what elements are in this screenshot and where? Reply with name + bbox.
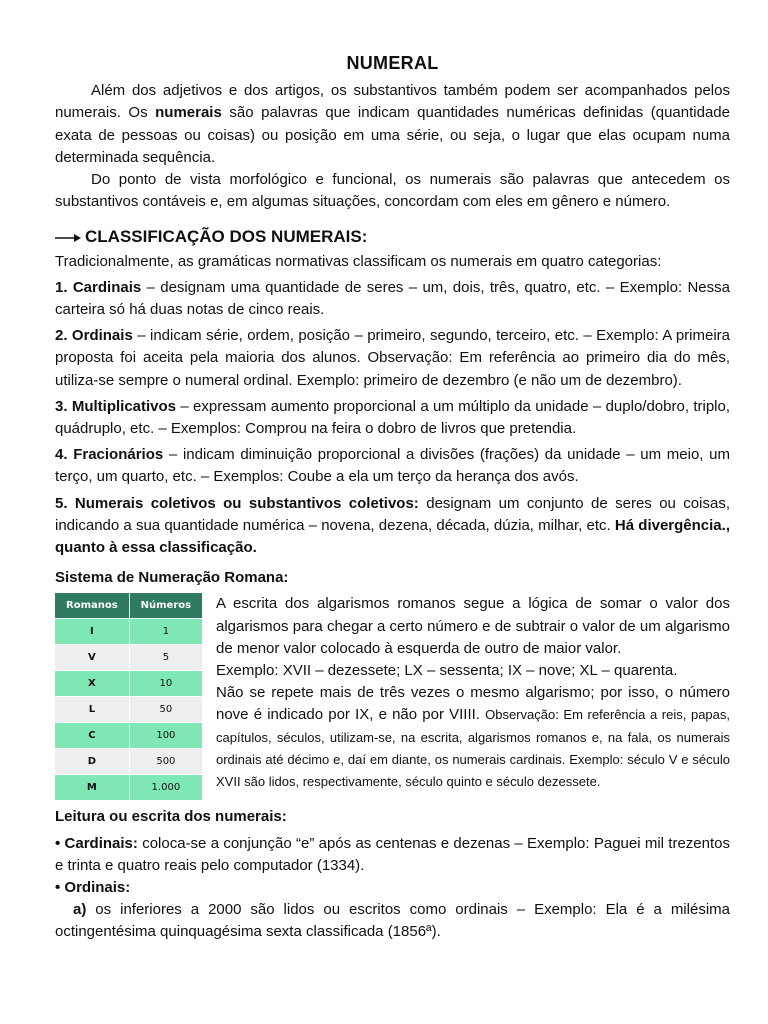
roman-cell: I	[55, 619, 129, 645]
classification-heading	[55, 226, 730, 248]
table-row	[55, 671, 203, 697]
number-cell: 1	[129, 619, 202, 645]
number-cell: 1.000	[129, 775, 202, 801]
roman-heading: Sistema de Numeração Romana:	[55, 569, 289, 587]
item-label: 1. Cardinais	[55, 278, 142, 296]
reading-ordinais-a	[55, 899, 730, 943]
reading-a-label: a)	[73, 901, 87, 919]
classification-item-4	[55, 444, 730, 488]
number-cell: 50	[129, 697, 202, 723]
item-text: – designam uma quantidade de seres – um, dois, três, quatro, etc. – Exemplo: Nessa carteira só há duas notas de cinco reais.	[55, 278, 730, 319]
intro-p1-start: Além dos adjetivos e dos artigos, os substantivos também podem ser acompanhados pelos numerais. Os	[55, 82, 730, 122]
reading-ordinais-label: • Ordinais:	[55, 879, 131, 897]
column-header-romanos: Romanos	[55, 593, 129, 619]
item-label: 4. Fracionários	[55, 446, 164, 464]
item-text: designam um conjunto de seres ou coisas, indicando a sua quantidade numérica – novena, dezena, década, dúzia, milhar, etc.	[55, 494, 730, 534]
item-label: 2. Ordinais	[55, 327, 133, 345]
table-row	[55, 775, 203, 801]
roman-table-header	[55, 593, 203, 619]
roman-table	[55, 593, 203, 800]
classification-item-3	[55, 396, 730, 440]
roman-section	[55, 593, 730, 800]
number-cell: 5	[129, 645, 202, 671]
roman-cell: M	[55, 775, 129, 801]
item-text: – indicam série, ordem, posição – primeiro, segundo, terceiro, etc. – Exemplo: A primeira proposta foi aceita pela maioria dos alunos. Observação: Em referência ao primeiro dia do mês, utiliza-se sempre o numeral ordinal. Exemplo: primeiro de dezembro (e não um de dezembro).	[55, 327, 731, 389]
reading-a-text: os inferiores a 2000 são lidos ou escritos como ordinais – Exemplo: Ela é a milésima octingentésima quinquagésima sexta classificada (1856ª).	[55, 901, 730, 941]
item-text: – expressam aumento proporcional a um múltiplo da unidade – duplo/dobro, triplo, quádruplo, etc. – Exemplos: Comprou na feira o dobro de livros que pretendia.	[55, 397, 731, 438]
intro-paragraph-1	[55, 80, 730, 169]
roman-explanation	[216, 593, 730, 793]
table-row	[55, 619, 203, 645]
classification-lead: Tradicionalmente, as gramáticas normativas classificam os numerais em quatro categorias:	[55, 252, 662, 270]
table-row	[55, 697, 203, 723]
number-cell: 10	[129, 671, 202, 697]
item-label: 5. Numerais coletivos ou substantivos coletivos:	[55, 494, 419, 512]
classification-item-2	[55, 325, 730, 392]
table-row	[55, 645, 203, 671]
item-bold-note: Há divergência., quanto à essa classificação.	[55, 516, 730, 557]
table-row	[55, 749, 203, 775]
classification-heading-text: CLASSIFICAÇÃO DOS NUMERAIS:	[85, 227, 368, 247]
classification-item-1	[55, 277, 730, 321]
intro-p1-end: são palavras que indicam quantidades numéricas definidas (quantidade exata de pessoas ou coisas) ou posição em uma série, ou seja, o lugar que elas ocupam numa determinada sequência.	[55, 104, 730, 166]
item-label: 3. Multiplicativos	[55, 397, 177, 415]
reading-cardinais-text: coloca-se a conjunção “e” após as centenas e dezenas – Exemplo: Paguei mil trezentos e trinta e quatro reais pelo computador (1334).	[55, 834, 730, 874]
roman-cell: D	[55, 749, 129, 775]
roman-cell: C	[55, 723, 129, 749]
roman-text-1: A escrita dos algarismos romanos segue a lógica de somar o valor dos algarismos para chegar a certo número e de subtrair o valor de um algarismo de menor valor colocado à esquerda de outro de maior valor.	[216, 595, 730, 657]
page-title: NUMERAL	[346, 53, 439, 73]
classification-item-5	[55, 493, 730, 560]
intro-p1-bold: numerais	[155, 104, 222, 122]
reading-heading: Leitura ou escrita dos numerais:	[55, 808, 287, 826]
roman-cell: L	[55, 697, 129, 723]
arrow-right-icon	[55, 233, 81, 243]
reading-ordinais	[55, 877, 730, 899]
reading-cardinais	[55, 833, 730, 877]
roman-text-3	[216, 682, 730, 793]
roman-cell: X	[55, 671, 129, 697]
number-cell: 500	[129, 749, 202, 775]
roman-observation: Observação: Em referência a reis, papas, capítulos, séculos, utilizam-se, na escrita, algarismos romanos e, na fala, os numerais ordinais até décimo e, daí em diante, os numerais cardinais. Exemplo: século V e século XVII são lidos, respectivamente, século quinto e século dezessete.	[216, 707, 730, 790]
roman-text-2: Exemplo: XVII – dezessete; LX – sessenta; IX – nove; XL – quarenta.	[216, 662, 678, 680]
reading-cardinais-label: • Cardinais:	[55, 834, 138, 852]
roman-text-3-main: Não se repete mais de três vezes o mesmo algarismo; por isso, o número nove é indicado por IX, e não por VIIII.	[216, 684, 730, 724]
roman-cell: V	[55, 645, 129, 671]
table-row	[55, 723, 203, 749]
item-text: – indicam diminuição proporcional a divisões (frações) da unidade – um meio, um terço, um quarto, etc. – Exemplos: Coube a ela um terço da herança dos avós.	[55, 446, 730, 486]
column-header-numeros: Números	[129, 593, 202, 619]
number-cell: 100	[129, 723, 202, 749]
intro-paragraph-2: Do ponto de vista morfológico e funcional, os numerais são palavras que antecedem os substantivos contáveis e, em algumas situações, concordam com eles em gênero e número.	[55, 171, 730, 211]
